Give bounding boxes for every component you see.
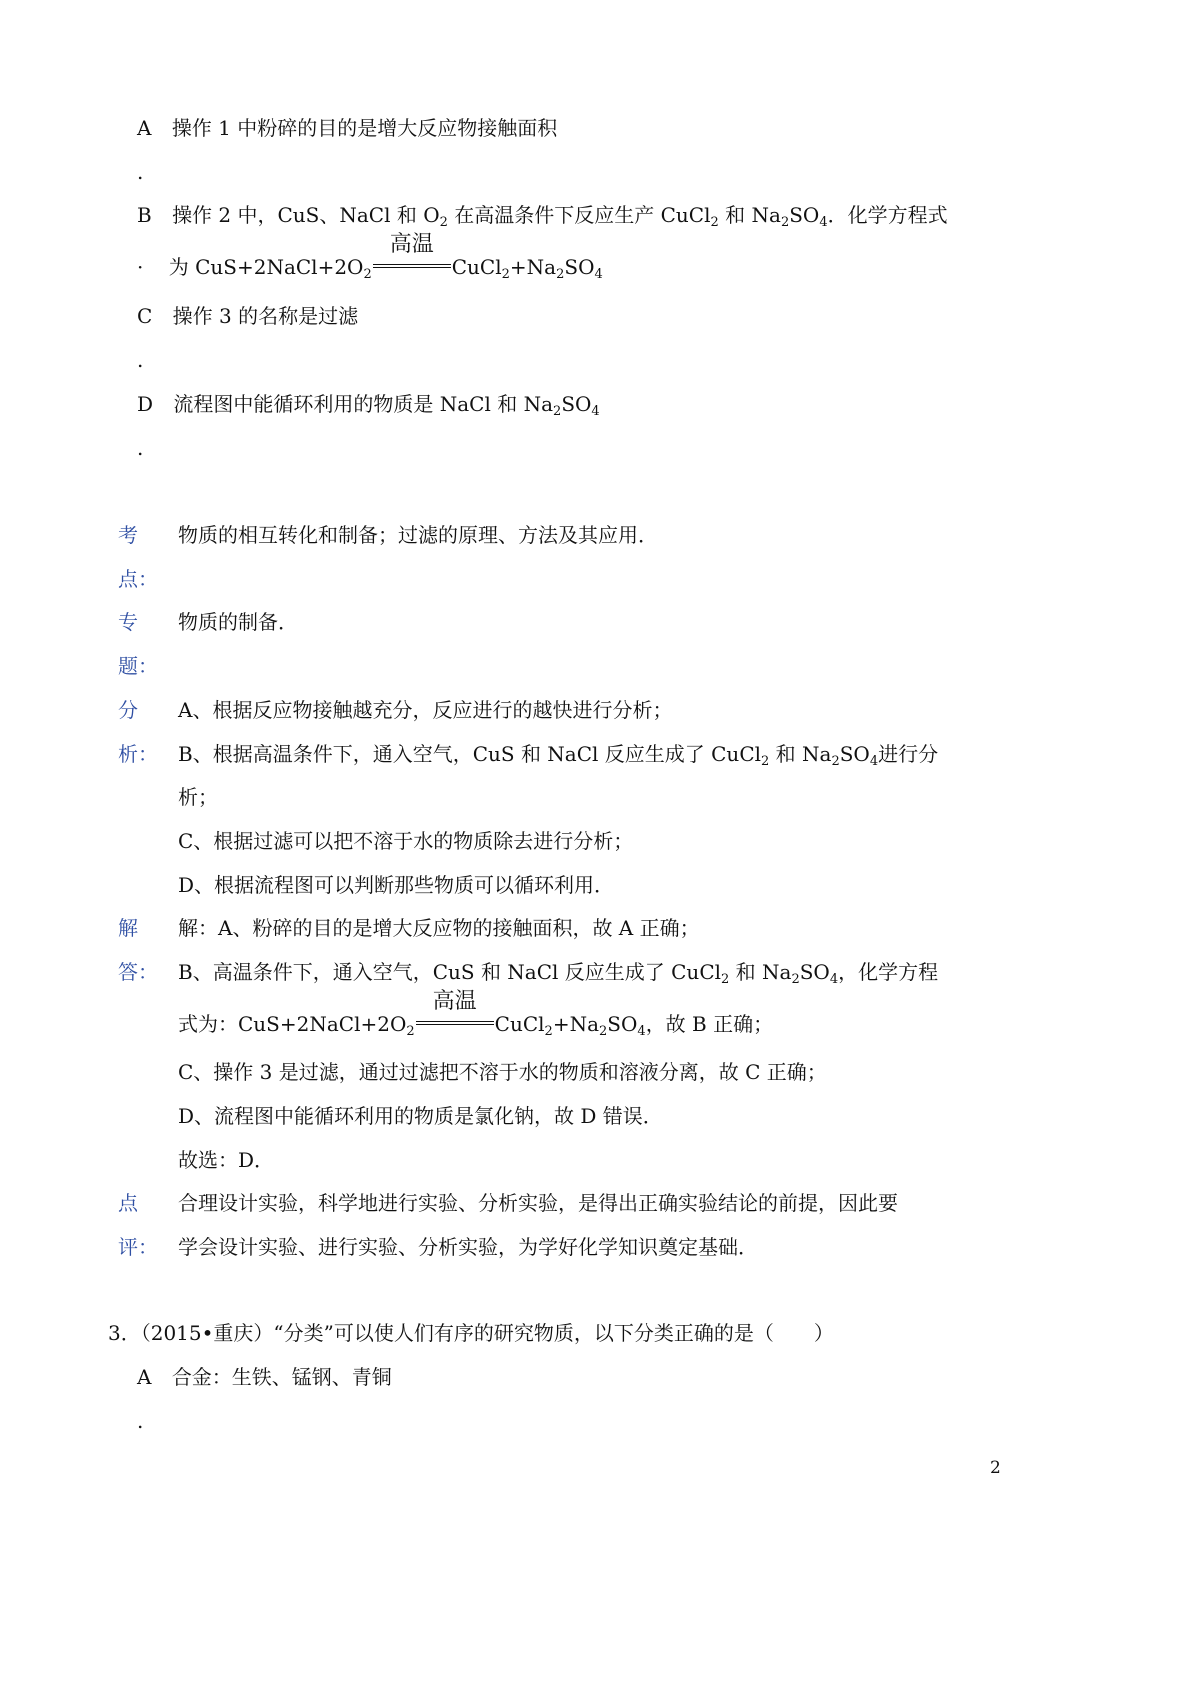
dianping-text: 合理设计实验，科学地进行实验、分析实验，是得出正确实验结论的前提，因此要 <box>178 1191 898 1215</box>
option-text: 操作 3 的名称是过滤 <box>172 304 359 328</box>
fenxi-b-cont: 析； <box>178 785 218 809</box>
subscript: 2 <box>831 754 840 769</box>
fenxi-label: 分 <box>118 698 138 722</box>
option-dot: · <box>137 255 144 279</box>
option-b-text <box>172 203 948 230</box>
option-letter: C <box>137 304 153 328</box>
subscript: 4 <box>591 404 600 419</box>
subscript: 4 <box>819 215 828 230</box>
text-part: CuCl <box>451 255 502 279</box>
zhuanti-text: 物质的制备． <box>178 610 298 634</box>
kaodian-label: 点： <box>118 567 158 591</box>
option-text: 操作 1 中粉碎的目的是增大反应物接触面积 <box>171 116 558 140</box>
option-letter: B <box>137 203 152 227</box>
text-part: 和 Na <box>718 203 781 227</box>
text-part: 在高温条件下反应生产 CuCl <box>447 203 711 227</box>
dianping-label: 评： <box>118 1235 158 1259</box>
fenxi-a: A、根据反应物接触越充分，反应进行的越快进行分析； <box>178 698 673 722</box>
dianping-text: 学会设计实验、进行实验、分析实验，为学好化学知识奠定基础． <box>178 1235 758 1259</box>
text-part: 和 Na <box>729 960 792 984</box>
text-part: 操作 2 中，CuS、NaCl 和 O <box>172 203 440 227</box>
subscript: 2 <box>544 1024 553 1039</box>
kaodian-label: 考 <box>118 523 138 547</box>
zhuanti-label: 专 <box>118 610 138 634</box>
option-letter: A <box>137 1365 152 1389</box>
subscript: 2 <box>710 215 719 230</box>
subscript: 2 <box>780 215 790 230</box>
subscript: 2 <box>406 1024 415 1039</box>
equation-arrow <box>416 989 494 1031</box>
subscript: 2 <box>721 972 730 987</box>
text-part: SO <box>789 203 820 227</box>
jieda-b-equation <box>178 989 774 1039</box>
text-part: +Na <box>552 1012 600 1036</box>
option-dot: . <box>137 348 144 372</box>
option-b-line2 <box>137 232 603 282</box>
jieda-selection: 故选：D． <box>178 1148 275 1172</box>
subscript: 2 <box>599 1024 608 1039</box>
jieda-label: 解 <box>118 916 138 940</box>
text-part: ．化学方程式 <box>827 203 948 227</box>
text-part: 式为：CuS+2NaCl+2O <box>178 1012 407 1036</box>
subscript: 2 <box>791 972 800 987</box>
option-dot: . <box>137 436 144 460</box>
text-part: CuCl <box>494 1012 545 1036</box>
subscript: 4 <box>637 1024 646 1039</box>
subscript: 2 <box>363 267 372 282</box>
reaction-condition: 高温 <box>389 232 434 257</box>
jieda-label: 答： <box>118 960 158 984</box>
option-dot: . <box>137 160 144 184</box>
option-letter: D <box>137 392 154 416</box>
subscript: 2 <box>439 215 448 230</box>
text-part: SO <box>561 392 592 416</box>
fenxi-c: C、根据过滤可以把不溶于水的物质除去进行分析； <box>178 829 634 853</box>
jieda-a: 解：A、粉碎的目的是增大反应物的接触面积，故 A 正确； <box>178 916 700 940</box>
subscript: 4 <box>594 267 603 282</box>
reaction-condition: 高温 <box>432 989 477 1014</box>
subscript: 4 <box>869 754 879 769</box>
jieda-d: D、流程图中能循环利用的物质是氯化钠，故 D 错误． <box>178 1104 663 1128</box>
option-dot: . <box>137 1409 144 1433</box>
subscript: 4 <box>829 972 839 987</box>
text-part: +Na <box>509 255 557 279</box>
fenxi-d: D、根据流程图可以判断那些物质可以循环利用． <box>178 873 615 897</box>
dianping-label: 点 <box>118 1191 138 1215</box>
zhuanti-label: 题： <box>118 654 158 678</box>
text-part: 和 Na <box>769 742 832 766</box>
text-part: 流程图中能循环利用的物质是 NaCl 和 Na <box>173 392 554 416</box>
text-part: SO <box>839 742 870 766</box>
text-part: ，故 B 正确； <box>645 1012 774 1036</box>
jieda-c: C、操作 3 是过滤，通过过滤把不溶于水的物质和溶液分离，故 C 正确； <box>178 1060 827 1084</box>
subscript: 2 <box>761 754 770 769</box>
subscript: 2 <box>556 267 565 282</box>
subscript: 2 <box>553 404 562 419</box>
option-letter: A <box>137 116 152 140</box>
option-b-equation <box>168 232 603 282</box>
text-part: 进行分 <box>878 742 939 766</box>
option-a <box>137 1367 392 1387</box>
fenxi-label: 析： <box>118 742 158 766</box>
option-b-line1 <box>137 203 948 230</box>
option-c <box>137 306 358 326</box>
text-part: ，化学方程 <box>838 960 939 984</box>
jieda-b <box>178 960 939 987</box>
text-part: SO <box>564 255 595 279</box>
subscript: 2 <box>501 267 510 282</box>
kaodian-text: 物质的相互转化和制备；过滤的原理、方法及其应用． <box>178 523 658 547</box>
option-d <box>137 392 600 419</box>
text-part: 为 CuS+2NaCl+2O <box>168 255 364 279</box>
page-number: 2 <box>990 1458 1001 1478</box>
question-3-stem: 3．（2015•重庆）“分类”可以使人们有序的研究物质，以下分类正确的是（ ） <box>108 1321 834 1345</box>
option-text: 合金：生铁、锰钢、青铜 <box>171 1365 392 1389</box>
equation-arrow <box>373 232 451 274</box>
option-a <box>137 118 557 138</box>
fenxi-b <box>178 742 939 769</box>
text-part: SO <box>799 960 830 984</box>
text-part: B、高温条件下，通入空气，CuS 和 NaCl 反应生成了 CuCl <box>178 960 722 984</box>
option-text <box>173 392 600 419</box>
text-part: SO <box>607 1012 638 1036</box>
text-part: B、根据高温条件下，通入空气，CuS 和 NaCl 反应生成了 CuCl <box>178 742 762 766</box>
